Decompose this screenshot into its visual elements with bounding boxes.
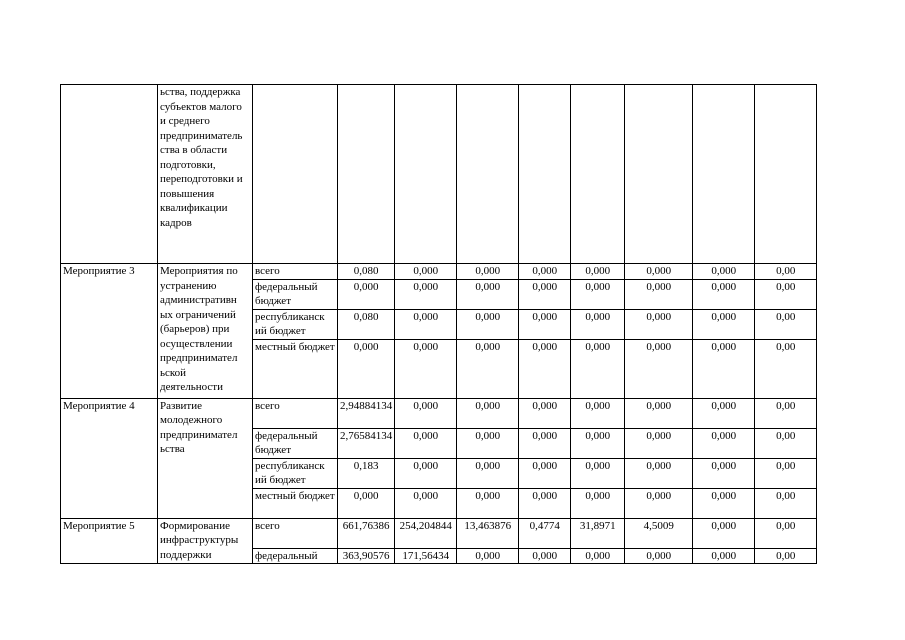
value-cell: 31,8971 <box>571 518 625 548</box>
value-cell: 0,000 <box>571 488 625 518</box>
value-cell <box>519 85 571 264</box>
value-cell <box>571 85 625 264</box>
measure-name-cell: Мероприятия по устранению административн ых ограничений (барьеров) при осуществлении предпринимател ьской деятельности <box>158 264 253 399</box>
value-cell: 0,000 <box>693 309 755 339</box>
value-cell: 0,000 <box>625 339 693 398</box>
value-cell: 0,000 <box>457 309 519 339</box>
value-cell: 0,000 <box>519 398 571 428</box>
value-cell: 0,000 <box>693 264 755 280</box>
measure-label-cell <box>61 85 158 264</box>
value-cell: 0,00 <box>755 339 817 398</box>
value-cell: 0,000 <box>457 398 519 428</box>
budget-table <box>60 84 817 564</box>
value-cell: 2,94884134 <box>338 398 395 428</box>
source-cell: местный бюджет <box>253 339 338 398</box>
value-cell: 0,000 <box>395 264 457 280</box>
measure-label-cell: Мероприятие 5 <box>61 518 158 564</box>
value-cell: 0,000 <box>571 398 625 428</box>
value-cell: 0,000 <box>625 264 693 280</box>
value-cell: 0,00 <box>755 428 817 458</box>
value-cell: 254,204844 <box>395 518 457 548</box>
value-cell: 363,90576 <box>338 548 395 564</box>
measure-name-cell: ьства, поддержка субъектов малого и среднего предприниматель ства в области подготовки, переподготовки и повышения квалификации кадров <box>158 85 253 264</box>
value-cell: 0,00 <box>755 548 817 564</box>
value-cell: 0,000 <box>519 264 571 280</box>
value-cell: 0,000 <box>457 458 519 488</box>
table-row <box>61 85 817 264</box>
value-cell: 2,76584134 <box>338 428 395 458</box>
value-cell: 0,000 <box>519 309 571 339</box>
value-cell: 0,000 <box>338 339 395 398</box>
value-cell: 0,000 <box>519 548 571 564</box>
source-cell: всего <box>253 264 338 280</box>
value-cell: 0,000 <box>571 279 625 309</box>
source-cell: всего <box>253 398 338 428</box>
measure-label-cell: Мероприятие 3 <box>61 264 158 399</box>
value-cell: 0,00 <box>755 488 817 518</box>
table-row <box>61 518 817 548</box>
value-cell: 0,00 <box>755 398 817 428</box>
value-cell: 0,00 <box>755 518 817 548</box>
value-cell: 0,000 <box>571 428 625 458</box>
value-cell: 0,000 <box>693 548 755 564</box>
value-cell: 0,000 <box>457 339 519 398</box>
value-cell: 0,000 <box>693 428 755 458</box>
value-cell: 0,000 <box>693 518 755 548</box>
measure-name-cell: Развитие молодежного предпринимател ьства <box>158 398 253 518</box>
source-cell: федеральный бюджет <box>253 279 338 309</box>
value-cell: 0,000 <box>519 458 571 488</box>
value-cell: 0,000 <box>571 309 625 339</box>
source-cell: республиканск ий бюджет <box>253 458 338 488</box>
source-cell: федеральный бюджет <box>253 428 338 458</box>
value-cell: 0,000 <box>395 428 457 458</box>
value-cell: 0,000 <box>395 279 457 309</box>
value-cell: 0,4774 <box>519 518 571 548</box>
value-cell <box>755 85 817 264</box>
table-row <box>61 264 817 280</box>
value-cell: 0,183 <box>338 458 395 488</box>
value-cell: 0,080 <box>338 309 395 339</box>
value-cell: 0,000 <box>457 279 519 309</box>
value-cell: 4,5009 <box>625 518 693 548</box>
value-cell: 0,000 <box>519 339 571 398</box>
value-cell: 0,000 <box>519 428 571 458</box>
value-cell: 0,000 <box>693 398 755 428</box>
value-cell: 0,000 <box>571 339 625 398</box>
value-cell <box>457 85 519 264</box>
value-cell <box>338 85 395 264</box>
table-row <box>61 398 817 428</box>
value-cell: 0,00 <box>755 279 817 309</box>
value-cell: 0,000 <box>625 488 693 518</box>
value-cell: 0,000 <box>519 279 571 309</box>
value-cell: 0,000 <box>338 488 395 518</box>
value-cell: 13,463876 <box>457 518 519 548</box>
value-cell: 0,000 <box>625 548 693 564</box>
value-cell: 0,000 <box>693 279 755 309</box>
value-cell: 0,000 <box>457 548 519 564</box>
value-cell: 0,000 <box>457 428 519 458</box>
source-cell: республиканск ий бюджет <box>253 309 338 339</box>
value-cell: 0,080 <box>338 264 395 280</box>
measure-label-cell: Мероприятие 4 <box>61 398 158 518</box>
value-cell: 0,000 <box>625 428 693 458</box>
value-cell: 171,56434 <box>395 548 457 564</box>
value-cell: 0,00 <box>755 309 817 339</box>
value-cell: 0,000 <box>395 309 457 339</box>
source-cell: местный бюджет <box>253 488 338 518</box>
value-cell: 0,000 <box>395 339 457 398</box>
value-cell: 0,000 <box>519 488 571 518</box>
value-cell: 0,000 <box>395 458 457 488</box>
source-cell <box>253 85 338 264</box>
value-cell: 0,000 <box>625 309 693 339</box>
value-cell: 0,000 <box>457 488 519 518</box>
value-cell: 0,000 <box>395 488 457 518</box>
value-cell: 0,000 <box>571 458 625 488</box>
value-cell: 0,000 <box>625 279 693 309</box>
value-cell: 0,000 <box>338 279 395 309</box>
value-cell: 0,000 <box>571 264 625 280</box>
source-cell: федеральный <box>253 548 338 564</box>
value-cell: 0,00 <box>755 458 817 488</box>
value-cell: 661,76386 <box>338 518 395 548</box>
value-cell <box>395 85 457 264</box>
source-cell: всего <box>253 518 338 548</box>
value-cell: 0,000 <box>693 488 755 518</box>
value-cell <box>625 85 693 264</box>
measure-name-cell: Формирование инфраструктуры поддержки <box>158 518 253 564</box>
value-cell: 0,000 <box>457 264 519 280</box>
value-cell: 0,000 <box>625 458 693 488</box>
value-cell <box>693 85 755 264</box>
value-cell: 0,000 <box>625 398 693 428</box>
value-cell: 0,000 <box>395 398 457 428</box>
value-cell: 0,00 <box>755 264 817 280</box>
value-cell: 0,000 <box>693 458 755 488</box>
value-cell: 0,000 <box>571 548 625 564</box>
value-cell: 0,000 <box>693 339 755 398</box>
